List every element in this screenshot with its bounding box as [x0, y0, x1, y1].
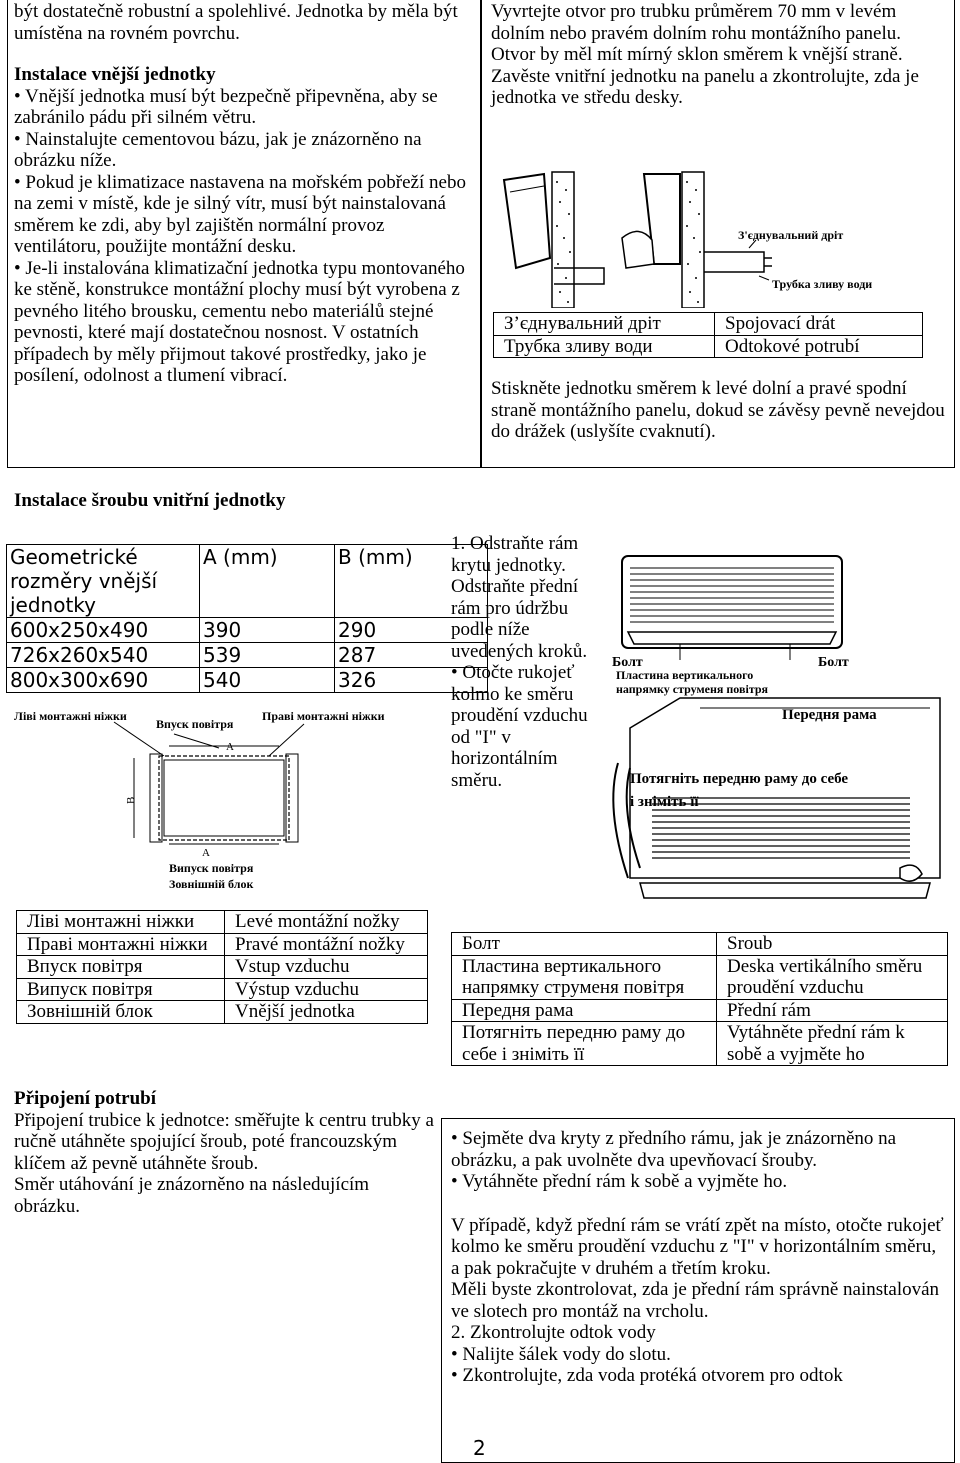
indoor-hang-text — [491, 1, 949, 109]
press-paragraph: Stiskněte jednotku směrem k levé dolní a pravé spodní straně montážního panelu, dokud se závěsy pevně nevejdou do drážek (uslyšíte cvaknutí). — [491, 378, 945, 442]
table-row — [17, 911, 428, 934]
page-number: 2 — [473, 1436, 486, 1460]
table-cell: Výstup vzduchu — [225, 978, 428, 1001]
front-frame-instructions — [451, 1128, 947, 1387]
outdoor-translation-table — [16, 910, 428, 1024]
table-cell: Levé montážní nožky — [225, 911, 428, 934]
table-header-row — [7, 545, 488, 618]
table-cell: Sroub — [717, 933, 948, 956]
table-cell: Deska vertikálního směru proudění vzduchu — [717, 955, 948, 999]
geometry-table — [6, 544, 488, 693]
table-row — [494, 313, 923, 336]
table-row — [452, 933, 948, 956]
left-feet-label: Ліві монтажні ніжки — [14, 709, 127, 723]
table-row — [17, 956, 428, 979]
bullet-4: • Je-li instalována klimatizační jednotka typu montovaného ke stěně, konstrukce montážní plochy musí být vyrobena z pevného litého brousku, cementu nebo materiálů stejné pevnosti, které mají dostatečnou nosnost. V ostatních případech by měly přijmout takové prostředky, jako je posílení, odolnost a tlumení vibrací. — [14, 257, 465, 386]
pipe-heading: Připojení potrubí — [14, 1088, 156, 1109]
table-cell: Пластина вертикального напрямку струменя повітря — [452, 955, 717, 999]
outdoor-install-text — [14, 1, 476, 387]
table-row — [17, 978, 428, 1001]
table-cell: 290 — [335, 618, 488, 643]
check-flow-bullet: • Zkontrolujte, zda voda protéká otvorem pro odtok — [451, 1365, 843, 1386]
table-cell: Зовнішній блок — [17, 1001, 225, 1024]
front-frame-label: Передня рама — [782, 707, 877, 723]
table-header-cell: Geometrické rozměry vnější jednotky — [7, 545, 200, 618]
table-row — [7, 618, 488, 643]
dim-b: B — [125, 796, 137, 804]
air-out-label: Випуск повітря — [169, 861, 254, 875]
table-cell: Трубка зливу води — [494, 335, 715, 358]
table-cell: Odtokové potrubí — [715, 335, 923, 358]
dim-a-top: A — [226, 741, 234, 753]
table-cell: Випуск повітря — [17, 978, 225, 1001]
table-row — [17, 1001, 428, 1024]
drain-check-heading: 2. Zkontrolujte odtok vody — [451, 1322, 656, 1343]
table-cell: Vnější jednotka — [225, 1001, 428, 1024]
table-cell: Ліві монтажні ніжки — [17, 911, 225, 934]
pipe-translation-table — [493, 312, 923, 358]
table-row — [7, 668, 488, 693]
plate-label-1: Пластина вертикального — [616, 668, 754, 682]
table-cell: Передня рама — [452, 999, 717, 1022]
bolt-left-label: Болт — [612, 655, 643, 670]
table-cell: Vytáhněte přední rám k sobě a vyjměte ho — [717, 1022, 948, 1066]
plate-label-2: напрямку струменя повітря — [616, 682, 769, 696]
drill-paragraph: Vyvrtejte otvor pro trubku průměrem 70 mm v levém dolním nebo pravém dolním rohu montážního panelu. — [491, 1, 902, 44]
slope-paragraph: Otvor by měl mít mírný sklon směrem k vnější straně. — [491, 44, 903, 65]
wall-mount-figure — [494, 168, 914, 308]
pull-label-2: і зніміть її — [630, 794, 699, 810]
table-cell: Праві монтажні ніжки — [17, 933, 225, 956]
front-frame-steps: 1. Odstraňte rám krytu jednotky. Odstraňte přední rám pro údržbu podle níže uvedených kroků. • Otočte rukojeť kolmo ke směru proudění vzduchu od "I" v horizontálním směru. — [451, 533, 588, 791]
outdoor-unit-label: Зовнішній блок — [169, 877, 254, 891]
table-header-cell: B (mm) — [335, 545, 488, 618]
table-cell: З’єднувальний дріт — [494, 313, 715, 336]
table-cell: 287 — [335, 643, 488, 668]
table-cell: 540 — [200, 668, 335, 693]
table-cell: Vstup vzduchu — [225, 956, 428, 979]
hang-paragraph: Zavěste vnitřní jednotku na panelu a zkontrolujte, zda je jednotka ve středu desky. — [491, 65, 919, 108]
pipe-section — [14, 1088, 434, 1217]
table-header-cell: A (mm) — [200, 545, 335, 618]
right-feet-label: Праві монтажні ніжки — [262, 709, 385, 723]
table-row — [452, 955, 948, 999]
remove-covers-bullet: • Sejměte dva kryty z předního rámu, jak je znázorněno na obrázku, a pak uvolněte dva upevňovací šrouby. — [451, 1128, 897, 1171]
front-translation-table — [451, 932, 948, 1066]
return-frame-paragraph: V případě, když přední rám se vrátí zpět na místo, otočte rukojeť kolmo ke směru proudění vzduchu z "I" v horizontálním směru, a pak pokračujte v druhém a třetím kroku. — [451, 1214, 944, 1279]
table-cell: 539 — [200, 643, 335, 668]
pull-frame-bullet: • Vytáhněte přední rám k sobě a vyjměte ho. — [451, 1171, 788, 1192]
table-cell: Přední rám — [717, 999, 948, 1022]
table-row — [452, 1022, 948, 1066]
section-heading: Instalace šroubu vnitřní jednotky — [14, 490, 286, 511]
table-row — [452, 999, 948, 1022]
check-slots-paragraph: Měli byste zkontrolovat, zda je přední rám správně nainstalován ve slotech pro montáž na vrcholu. — [451, 1279, 940, 1322]
table-cell: Spojovací drát — [715, 313, 923, 336]
table-cell: Болт — [452, 933, 717, 956]
intro-paragraph: být dostatečně robustní a spolehlivé. Jednotka by měla být umístěna na rovném povrchu. — [14, 1, 458, 44]
fig-connecting-wire-label: З'єднувальний дріт — [738, 228, 844, 242]
bolt-right-label: Болт — [818, 655, 849, 670]
outdoor-install-heading: Instalace vnější jednotky — [14, 64, 216, 85]
table-cell: 800x300x690 — [7, 668, 200, 693]
table-row — [17, 933, 428, 956]
pipe-paragraph-1: Připojení trubice k jednotce: směřujte k centru trubky a ručně utáhněte spojující šroub, poté francouzským klíčem až pevně utáhněte šroub. — [14, 1109, 434, 1174]
dim-a-bottom: A — [202, 847, 210, 859]
table-cell: 390 — [200, 618, 335, 643]
table-cell: 726x260x540 — [7, 643, 200, 668]
bullet-3: • Pokud je klimatizace nastavena na mořském pobřeží nebo na zemi v místě, kde je silný vítr, musí být nainstalovaná směrem ke zdi, aby byl zajištěn normální provoz ventilátoru, použijte montážní desku. — [14, 171, 466, 257]
air-in-label: Впуск повітря — [156, 717, 234, 731]
fig-drain-pipe-label: Трубка зливу води — [772, 277, 873, 291]
table-cell: 326 — [335, 668, 488, 693]
table-row — [494, 335, 923, 358]
bullet-1: • Vnější jednotka musí být bezpečně připevněna, aby se zabránilo pádu při silném větru. — [14, 85, 438, 128]
pour-water-bullet: • Nalijte šálek vody do slotu. — [451, 1343, 671, 1365]
table-cell: Pravé montážní nožky — [225, 933, 428, 956]
front-frame-figure — [600, 548, 955, 910]
table-row — [7, 643, 488, 668]
table-cell: Впуск повітря — [17, 956, 225, 979]
table-cell: 600x250x490 — [7, 618, 200, 643]
bullet-2: • Nainstalujte cementovou bázu, jak je znázorněno na obrázku níže. — [14, 128, 422, 171]
table-cell: Потягніть передню раму до себе і зніміть її — [452, 1022, 717, 1066]
pipe-paragraph-2: Směr utáhování je znázorněno na následujícím obrázku. — [14, 1174, 370, 1217]
outdoor-unit-figure — [14, 704, 434, 894]
pull-label-1: Потягніть передню раму до себе — [630, 771, 849, 787]
